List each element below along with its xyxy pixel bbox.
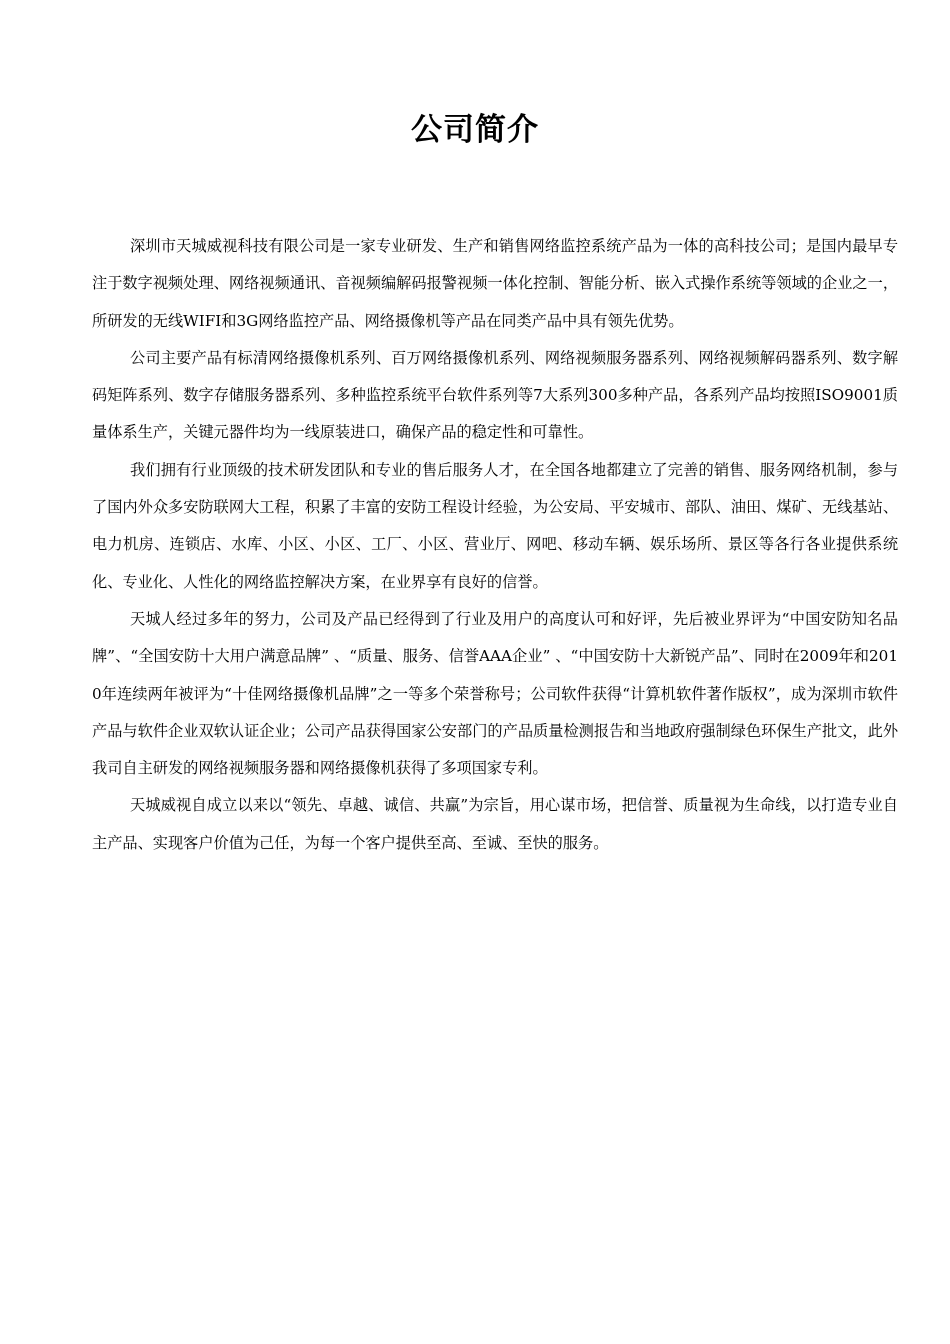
page-title: 公司简介 [411, 112, 539, 148]
paragraph-honors: 天城人经过多年的努力，公司及产品已经得到了行业及用户的高度认可和好评，先后被业界评为“中国安防知名品牌”、“全国安防十大用户满意品牌” 、“质量、服务、信誉AAA企业” 、“中国安防十大新锐产品”、同时在2009年和2010年连续两年被评为“十佳网络摄像机品牌”之一等多个荣誉称号；公司软件获得“计算机软件著作版权”，成为深圳市软件产品与软件企业双软认证企业；公司产品获得国家公安部门的产品质量检测报告和当地政府强制绿色环保生产批文，此外我司自主研发的网络视频服务器和网络摄像机获得了多项国家专利。 [92, 609, 898, 778]
paragraph-product-lines: 公司主要产品有标清网络摄像机系列、百万网络摄像机系列、网络视频服务器系列、网络视频解码器系列、数字解码矩阵系列、数字存储服务器系列、多种监控系统平台软件系列等7大系列300多种产品，各系列产品均按照ISO9001质量体系生产，关键元器件均为一线原装进口，确保产品的稳定性和可靠性。 [92, 348, 898, 442]
paragraph-mission: 天城威视自成立以来以“领先、卓越、诚信、共赢”为宗旨，用心谋市场，把信誉、质量视为生命线，以打造专业自主产品、实现客户价值为己任，为每一个客户提供至高、至诚、至快的服务。 [92, 796, 898, 852]
paragraph-company-overview: 深圳市天城威视科技有限公司是一家专业研发、生产和销售网络监控系统产品为一体的高科技公司；是国内最早专注于数字视频处理、网络视频通讯、音视频编解码报警视频一体化控制、智能分析、嵌入式操作系统等领域的企业之一，所研发的无线WIFI和3G网络监控产品、网络摄像机等产品在同类产品中具有领先优势。 [92, 237, 898, 330]
document-body [92, 228, 898, 862]
paragraph-team-and-projects: 我们拥有行业顶级的技术研发团队和专业的售后服务人才，在全国各地都建立了完善的销售、服务网络机制，参与了国内外众多安防联网大工程，积累了丰富的安防工程设计经验，为公安局、平安城市、部队、油田、煤矿、无线基站、电力机房、连锁店、水库、小区、小区、工厂、小区、营业厅、网吧、移动车辆、娱乐场所、景区等各行各业提供系统化、专业化、人性化的网络监控解决方案，在业界享有良好的信誉。 [92, 460, 898, 591]
